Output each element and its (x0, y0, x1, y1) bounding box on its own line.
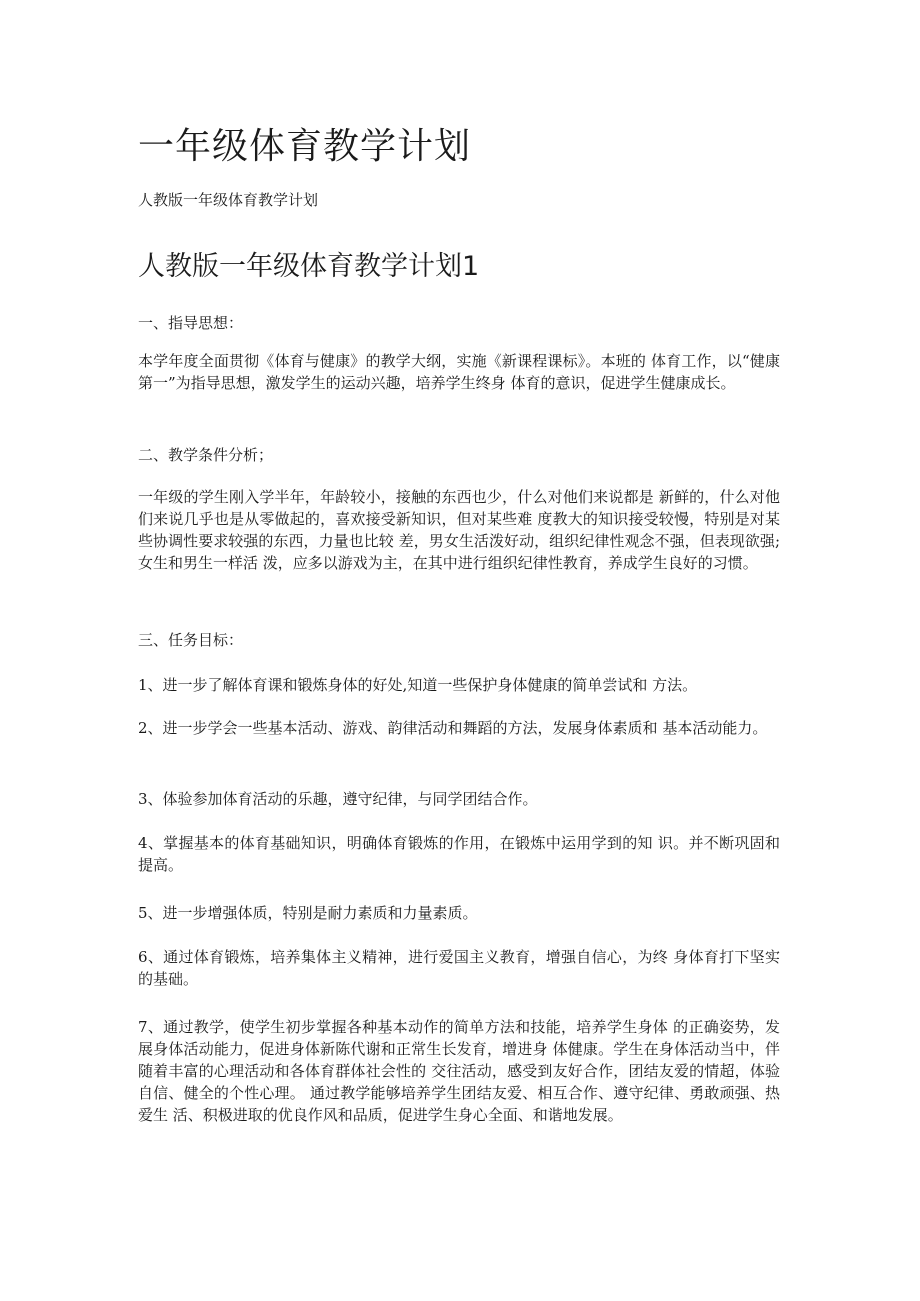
goal-item-6: 6、通过体育锻炼，培养集体主义精神，进行爱国主义教育，增强自信心，为终 身体育打下坚实的基础。 (138, 948, 780, 988)
heading-guiding-thought: 一、指导思想： (138, 314, 244, 332)
goal-item-5: 5、进一步增强体质，特别是耐力素质和力量素质。 (138, 904, 478, 922)
document-subtitle: 人教版一年级体育教学计划 (138, 191, 319, 209)
goal-item-7: 7、通过教学，使学生初步掌握各种基本动作的简单方法和技能，培养学生身体 的正确姿势，发展身体活动能力，促进身体新陈代谢和正常生长发育，增进身 体健康。学生在身体活动当中，伴随着丰富的心理活动和各体育群体社会性的 交往活动，感受到友好合作，团结友爱的情超，体验自信、健全的个性心理。 通过教学能够培养学生团结友爱、相互合作、遵守纪律、勇敢顽强、热爱生 活、积极进取的优良作风和品质，促进学生身心全面、和谐地发展。 (138, 1018, 780, 1124)
goal-item-1: 1、进一步了解体育课和锻炼身体的好处,知道一些保护身体健康的简单尝试和 方法。 (138, 676, 698, 694)
section-heading: 人教版一年级体育教学计划1 (138, 251, 480, 282)
goal-item-4: 4、掌握基本的体育基础知识，明确体育锻炼的作用，在锻炼中运用学到的知 识。并不断巩固和提高。 (138, 834, 780, 874)
heading-condition-analysis: 二、教学条件分析； (138, 446, 274, 464)
paragraph-guiding-thought: 本学年度全面贯彻《体育与健康》的教学大纲，实施《新课程课标》。本班的 体育工作，以“健康第一”为指导思想，激发学生的运动兴趣，培养学生终身 体育的意识，促进学生健康成长。 (138, 352, 780, 392)
paragraph-condition-analysis: 一年级的学生刚入学半年，年龄较小，接触的东西也少，什么对他们来说都是 新鲜的，什么对他们来说几乎也是从零做起的，喜欢接受新知识，但对某些难 度教大的知识接受较慢，特别是对某些协调性要求较强的东西，力量也比较 差，男女生活泼好动，组织纪律性观念不强，但表现欲强;女生和男生一样活 泼，应多以游戏为主，在其中进行组织纪律性教育，养成学生良好的习惯。 (138, 488, 780, 572)
goal-item-2: 2、进一步学会一些基本活动、游戏、韵律活动和舞蹈的方法，发展身体素质和 基本活动能力。 (138, 719, 768, 737)
heading-task-goals: 三、任务目标： (138, 631, 244, 649)
goal-item-3: 3、体验参加体育活动的乐趣，遵守纪律，与同学团结合作。 (138, 790, 538, 808)
document-title: 一年级体育教学计划 (138, 126, 472, 167)
